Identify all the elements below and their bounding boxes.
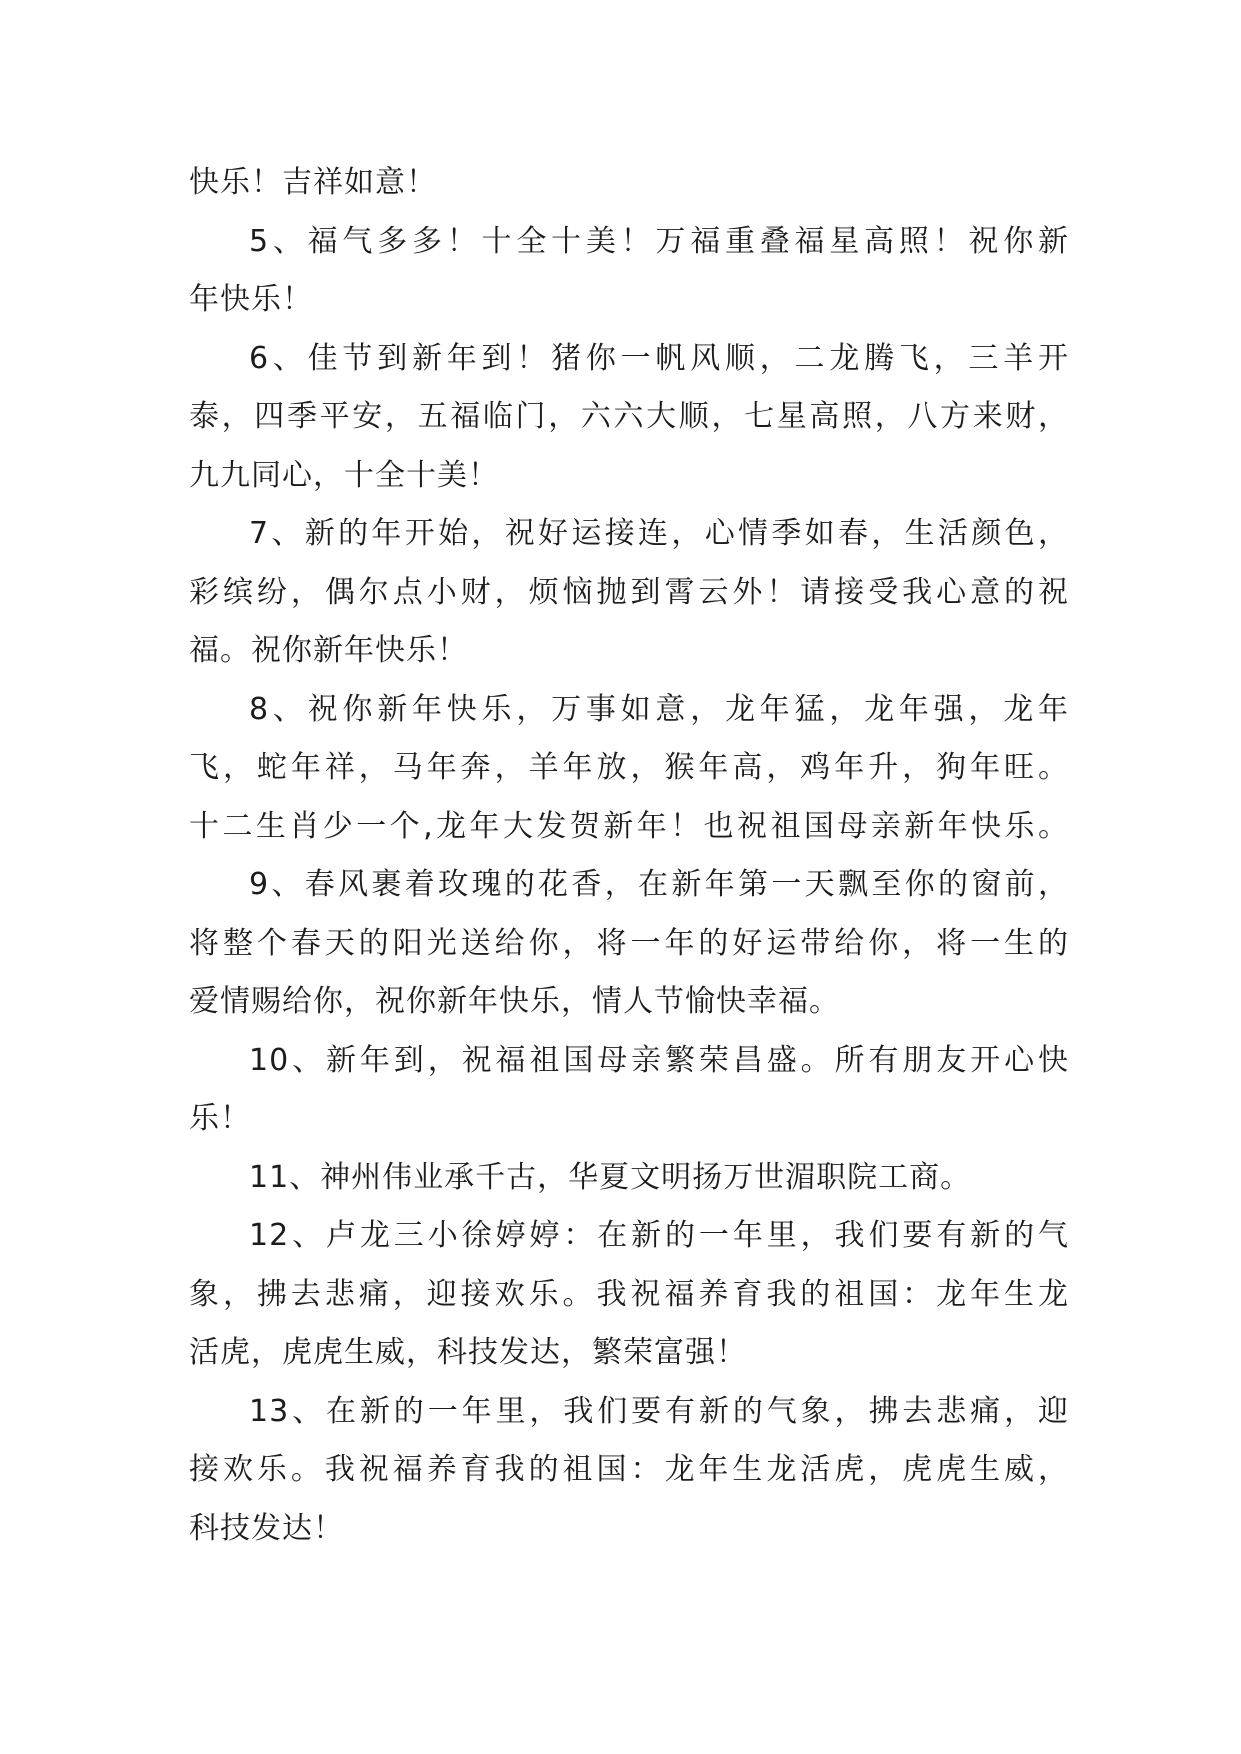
text-line: 12、卢龙三小徐婷婷：在新的一年里，我们要有新的气 (249, 1218, 1069, 1253)
text-line: 快乐！吉祥如意！ (189, 165, 437, 200)
text-line: 乐！ (189, 1101, 251, 1136)
text-line: 将整个春天的阳光送给你，将一年的好运带给你，将一生的 (189, 925, 1069, 961)
text-line: 8、祝你新年快乐，万事如意，龙年猛，龙年强，龙年 (249, 691, 1069, 727)
paragraph-item-12 (189, 1207, 1069, 1383)
paragraph-item-5 (189, 213, 1069, 330)
text-line: 接欢乐。我祝福养育我的祖国：龙年生龙活虎，虎虎生威， (189, 1452, 1069, 1487)
paragraph-item-8 (189, 681, 1069, 857)
text-line: 9、春风裹着玫瑰的花香，在新年第一天飘至你的窗前， (249, 867, 1069, 902)
paragraph-item-7 (189, 505, 1069, 681)
text-line: 年快乐！ (189, 282, 313, 317)
text-line: 十二生肖少一个,龙年大发贺新年！也祝祖国母亲新年快乐。 (189, 808, 1069, 844)
paragraph-item-10 (189, 1032, 1069, 1149)
paragraph-item-13 (189, 1383, 1069, 1559)
text-line: 活虎，虎虎生威，科技发达，繁荣富强！ (189, 1335, 747, 1370)
text-line: 11、神州伟业承千古，华夏文明扬万世湄职院工商。 (249, 1159, 972, 1195)
paragraph-item-11 (189, 1149, 1069, 1208)
text-line: 福。祝你新年快乐！ (189, 633, 468, 668)
text-line: 爱情赐给你，祝你新年快乐，情人节愉快幸福。 (189, 984, 840, 1019)
document-body (189, 154, 1069, 1558)
text-line: 5、福气多多！十全十美！万福重叠福星高照！祝你新 (249, 223, 1069, 259)
text-line: 13、在新的一年里，我们要有新的气象，拂去悲痛，迎 (249, 1393, 1069, 1429)
paragraph-item-6 (189, 330, 1069, 506)
text-line: 7、新的年开始，祝好运接连，心情季如春，生活颜色， (249, 516, 1069, 551)
text-line: 10、新年到，祝福祖国母亲繁荣昌盛。所有朋友开心快 (249, 1042, 1069, 1078)
text-line: 6、佳节到新年到！猪你一帆风顺，二龙腾飞，三羊开 (249, 340, 1069, 376)
text-line: 九九同心，十全十美！ (189, 457, 499, 493)
text-line: 飞，蛇年祥，马年奔，羊年放，猴年高，鸡年升，狗年旺。 (189, 750, 1069, 785)
paragraph-item-9 (189, 856, 1069, 1032)
text-line: 科技发达！ (189, 1510, 344, 1546)
text-line: 泰，四季平安，五福临门，六六大顺，七星高照，八方来财， (189, 399, 1069, 434)
text-line: 象，拂去悲痛，迎接欢乐。我祝福养育我的祖国：龙年生龙 (189, 1276, 1069, 1312)
text-line: 彩缤纷，偶尔点小财，烦恼抛到霄云外！请接受我心意的祝 (189, 574, 1069, 610)
paragraph-continuation (189, 154, 1069, 213)
